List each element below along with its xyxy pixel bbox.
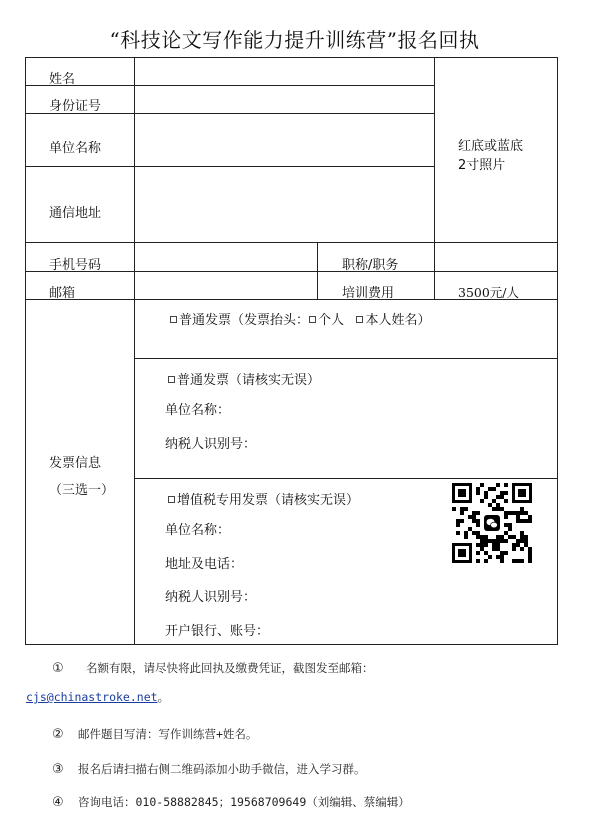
row-line xyxy=(134,358,558,359)
note-2: ② 邮件题目写清：写作训练营+姓名。 xyxy=(52,727,258,742)
checkbox-icon[interactable] xyxy=(168,496,175,503)
invoice3-address-label: 地址及电话： xyxy=(165,557,244,572)
invoice3-unit-label: 单位名称： xyxy=(165,523,231,538)
checkbox-icon[interactable] xyxy=(356,316,363,323)
page-title: “科技论文写作能力提升训练营”报名回执 xyxy=(109,28,480,52)
fee-value: 3500元/人 xyxy=(458,285,520,300)
invoice-label: 发票信息 xyxy=(49,456,102,471)
row-line xyxy=(134,478,558,479)
invoice2-tax-label: 纳税人识别号： xyxy=(165,437,257,452)
invoice-option-regular-verified[interactable]: 普通发票（请核实无误） xyxy=(168,369,320,388)
email-field[interactable] xyxy=(135,272,316,298)
note-1: ① 名额有限，请尽快将此回执及缴费凭证，截图发至邮箱： xyxy=(52,661,374,676)
photo-instruction-2: 2寸照片 xyxy=(458,158,506,173)
qr-code-icon xyxy=(452,483,532,563)
col-line xyxy=(317,242,318,299)
invoice2-unit-label: 单位名称： xyxy=(165,403,231,418)
note-3: ③ 报名后请扫描右侧二维码添加小助手微信，进入学习群。 xyxy=(52,762,366,777)
checkbox-icon[interactable] xyxy=(168,376,175,383)
checkbox-icon[interactable] xyxy=(170,316,177,323)
phone-label: 手机号码 xyxy=(49,258,102,273)
invoice3-bank-label: 开户银行、账号： xyxy=(165,624,270,639)
invoice-option-vat[interactable]: 增值税专用发票（请核实无误） xyxy=(168,489,359,508)
contact-email-link[interactable]: cjs@chinastroke.net xyxy=(26,690,158,704)
unit-label: 单位名称 xyxy=(49,141,102,156)
fee-label: 培训费用 xyxy=(342,286,395,301)
photo-instruction-1: 红底或蓝底 xyxy=(458,139,524,154)
name-label: 姓名 xyxy=(49,72,76,87)
wechat-icon xyxy=(484,515,500,531)
unit-name-field[interactable] xyxy=(135,114,433,165)
address-label: 通信地址 xyxy=(49,206,102,221)
job-title-field[interactable] xyxy=(435,243,557,270)
address-field[interactable] xyxy=(135,167,433,241)
id-number-field[interactable] xyxy=(135,86,433,112)
id-label: 身份证号 xyxy=(49,99,102,114)
invoice3-tax-label: 纳税人识别号： xyxy=(165,590,257,605)
phone-field[interactable] xyxy=(135,243,316,270)
job-title-label: 职称/职务 xyxy=(342,258,399,273)
name-field[interactable] xyxy=(135,59,433,84)
invoice-choose-note: （三选一） xyxy=(49,483,115,498)
invoice-option-regular-title[interactable]: 普通发票（发票抬头： 个人 本人姓名） xyxy=(170,309,430,328)
note-4: ④ 咨询电话：010-58882845；19568709649（刘编辑、蔡编辑） xyxy=(52,795,410,810)
note-1-email-line: cjs@chinastroke.net。 xyxy=(26,690,170,704)
photo-area[interactable] xyxy=(435,59,557,241)
checkbox-icon[interactable] xyxy=(309,316,316,323)
email-label: 邮箱 xyxy=(49,286,76,301)
